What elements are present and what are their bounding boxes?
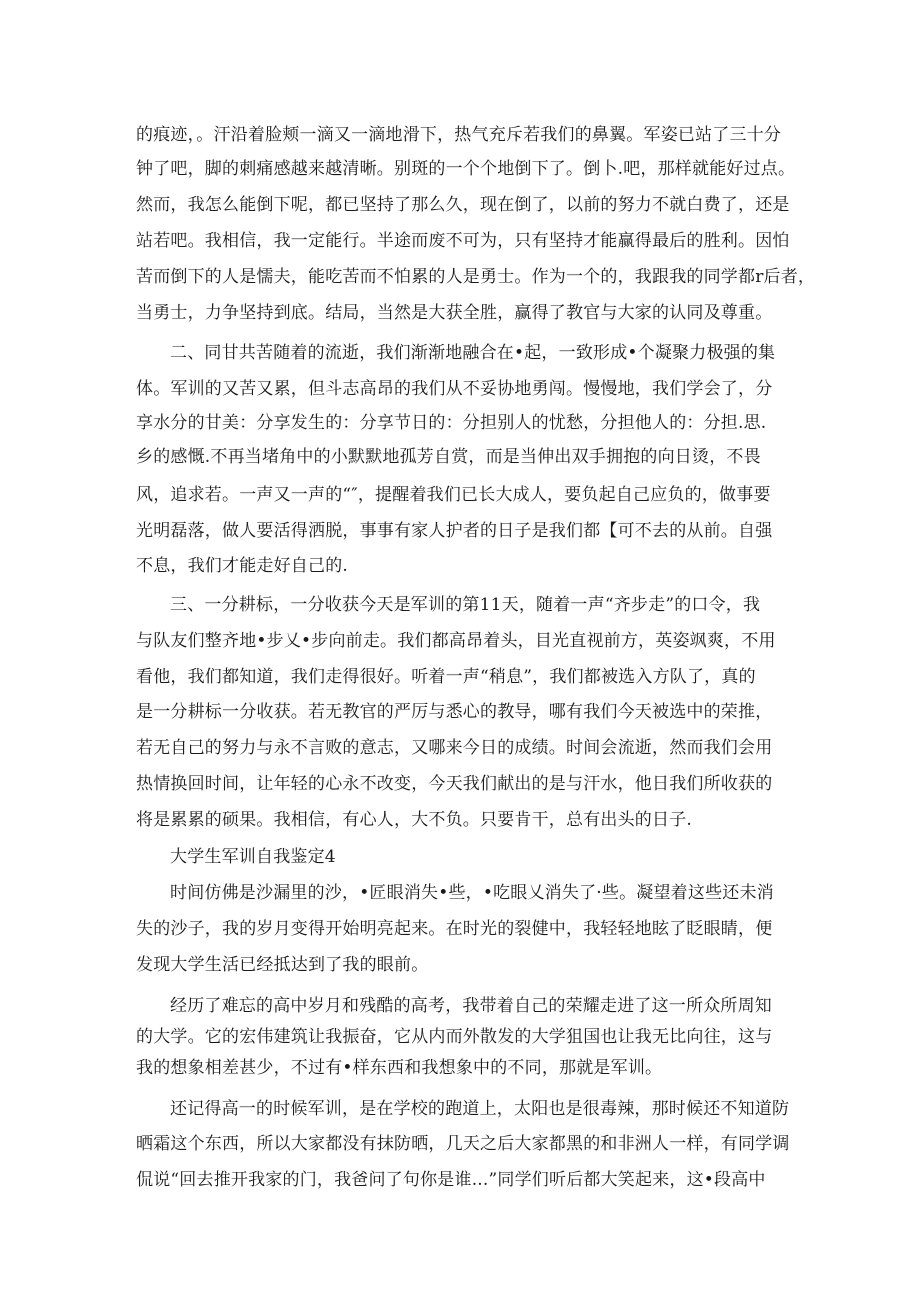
text-line: 晒霜这个东西，所以大家都没有抹防晒，几天之后大家都黑的和非洲人一样，有同学调: [136, 1134, 790, 1154]
text-line: 的痕迹，。汗沿着脸颊一滴又一滴地滑下，热气充斥若我们的鼻翼。军姿已站了三十分: [136, 125, 782, 145]
text-line: 失的沙子，我的岁月变得开始明亮起来。在时光的裂健中，我轻轻地眩了眨眼睛，便: [136, 919, 773, 939]
text-line: 不息，我们才能走好自己的.: [136, 556, 349, 576]
text-line: 我的想象相差甚少，不过有•样东西和我想象中的不同，那就是军训。: [136, 1058, 663, 1078]
text-line: 还记得高一的时候军训，是在学校的跑道上，太阳也是很毒辣，那时候还不知道防: [170, 1099, 790, 1119]
text-line: 然而，我怎么能倒下呢，都已坚持了那么久，现在倒了，以前的努力不就白费了，还是: [136, 195, 790, 215]
text-line: 光明磊落，做人要活得洒脱，事事有家人护者的日子是我们都【可不去的从前。自强: [136, 521, 773, 541]
text-line: 与队友们整齐地•步乂•步向前走。我们都高昂着头，目光直视前方，英姿飒爽，不用: [136, 631, 776, 651]
text-line: 二、同甘共苦随着的流逝，我们渐渐地融合在•起，一致形成•个凝聚力极强的集: [170, 343, 776, 363]
text-line: 的大学。它的宏伟建筑让我振奋，它从内而外散发的大学狙国也让我无比向往，这与: [136, 1027, 773, 1047]
section-heading: 大学生军训自我鉴定4: [170, 847, 336, 867]
text-line: 风，追求若。一声又一声的“″，提醒着我们已长大成人，要负起自己应负的，做事要: [136, 485, 771, 505]
text-line: 是一分耕标一分收获。若无教官的严厉与悉心的教导，哪有我们今天被选中的荣推，: [136, 702, 773, 722]
text-line: 体。军训的又苦又累，但斗志高昂的我们从不妥协地勇闯。慢慢地，我们学会了，分: [136, 379, 773, 399]
text-line: 三、一分耕标，一分收获今天是军训的第11天，随着一声“齐步走”的口令，我: [170, 595, 761, 615]
text-line: 乡的感慨.不再当堵角中的小默默地孤芳自赏，而是当伸出双手拥抱的向日烫，不畏: [136, 447, 761, 467]
text-line: 时间仿佛是沙漏里的沙，•匠眼消失•些，•吃眼乂消失了·些。凝望着这些还未消: [170, 883, 774, 903]
text-line: 看他，我们都知道，我们走得很好。听着一声“稍息”，我们都被选入方队了，真的: [136, 667, 756, 687]
text-line: 将是累累的硕果。我相信，有心人，大不负。只要肯干，总有出头的日子.: [136, 810, 693, 830]
text-line: 热情换回时间，让年轻的心永不改变，今天我们献出的是与汗水，他日我们所收获的: [136, 774, 773, 794]
text-line: 经历了难忘的高中岁月和残酷的高考，我带着自己的荣耀走进了这一所众所周知: [170, 996, 772, 1016]
text-line: 站若吧。我相信，我一定能行。半途而废不可为，只有坚持才能赢得最后的胜利。因怕: [136, 231, 790, 251]
text-line: 钟了吧，脚的刺痛感越来越清晰。别斑的一个个地倒下了。倒卜.吧，那样就能好过点。: [136, 159, 796, 179]
text-line: 苦而倒下的人是懦夫，能吃苦而不怕累的人是勇士。作为一个的，我跟我的同学都r后者，: [136, 267, 816, 287]
text-line: 若无自己的努力与永不言败的意志，又哪来今日的成绩。时间会流逝，然而我们会用: [136, 738, 773, 758]
text-line: 享水分的甘美：分享发生的：分享节日的：分担别人的忧愁，分担他人的：分担.思.: [136, 413, 767, 433]
text-line: 发现大学生活已经抵达到了我的眼前。: [136, 955, 429, 975]
text-line: 侃说“回去推开我家的门，我爸问了句你是谁...”同学们听后都大笑起来，这•段高中: [136, 1170, 766, 1190]
text-line: 当勇士，力争坚持到底。结局，当然是大获全胜，赢得了教官与大家的认同及尊重。: [136, 303, 773, 323]
